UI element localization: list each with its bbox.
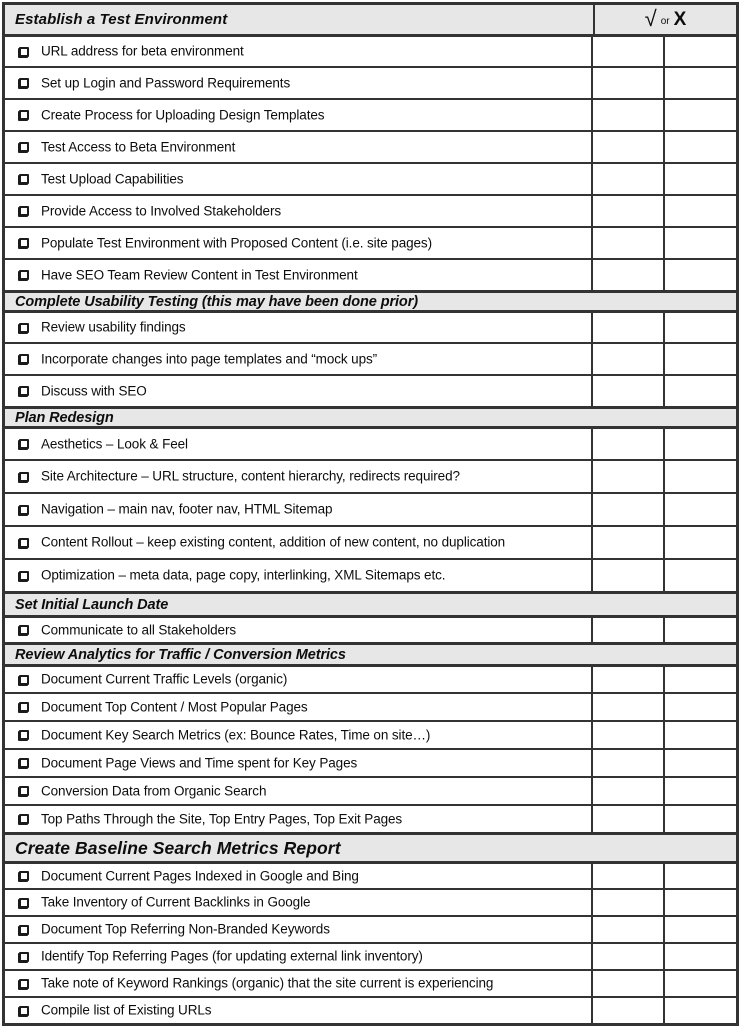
checklist-row: [5, 615, 736, 642]
item-cell: [5, 618, 593, 642]
checklist-row: [5, 34, 736, 66]
x-cell[interactable]: [665, 196, 736, 226]
checkbox-icon[interactable]: [19, 206, 29, 216]
checklist-row: [5, 996, 736, 1023]
check-cell[interactable]: [593, 132, 665, 162]
x-cell[interactable]: [665, 313, 736, 342]
item-label: Take Inventory of Current Backlinks in Google: [41, 894, 311, 910]
item-cell: [5, 376, 593, 406]
x-cell[interactable]: [665, 864, 736, 888]
item-cell: [5, 971, 593, 996]
checklist-row: [5, 804, 736, 832]
checklist-row: [5, 426, 736, 459]
checklist-row: [5, 130, 736, 162]
item-cell: [5, 917, 593, 942]
checkbox-icon[interactable]: [19, 439, 29, 449]
check-cell[interactable]: [593, 722, 665, 748]
item-cell: [5, 228, 593, 258]
checkbox-icon[interactable]: [19, 78, 29, 88]
check-cell[interactable]: [593, 694, 665, 720]
checkbox-icon[interactable]: [19, 505, 29, 515]
item-label: Document Current Traffic Levels (organic): [41, 671, 288, 687]
check-cell[interactable]: [593, 494, 665, 525]
check-cell[interactable]: [593, 917, 665, 942]
check-cell[interactable]: [593, 750, 665, 776]
item-cell: [5, 164, 593, 194]
section-title: Create Baseline Search Metrics Report: [15, 837, 341, 858]
checklist-row: [5, 942, 736, 969]
item-cell: [5, 260, 593, 290]
checkbox-icon[interactable]: [19, 758, 29, 768]
section-header-row: [5, 832, 736, 861]
item-cell: [5, 196, 593, 226]
checkbox-icon[interactable]: [19, 952, 29, 962]
checkbox-icon[interactable]: [19, 538, 29, 548]
item-label: Document Key Search Metrics (ex: Bounce Rates, Time on site…): [41, 727, 431, 742]
checklist-row: [5, 861, 736, 888]
check-cell[interactable]: [593, 618, 665, 642]
check-cell[interactable]: [593, 890, 665, 915]
checkbox-icon[interactable]: [19, 354, 29, 364]
item-label: Create Process for Uploading Design Templates: [41, 107, 325, 122]
checklist-row: [5, 492, 736, 525]
x-cell[interactable]: [665, 344, 736, 374]
check-or-x-header: [593, 5, 736, 34]
checklist-row: [5, 342, 736, 374]
item-cell: [5, 100, 593, 130]
item-cell: [5, 694, 593, 720]
x-cell[interactable]: [665, 750, 736, 776]
x-cell[interactable]: [665, 778, 736, 804]
x-cell[interactable]: [665, 618, 736, 642]
item-label: Document Page Views and Time spent for Key Pages: [41, 755, 358, 770]
checkbox-icon[interactable]: [19, 47, 29, 57]
item-label: Site Architecture – URL structure, content hierarchy, redirects required?: [41, 468, 460, 484]
checkbox-icon[interactable]: [19, 386, 29, 396]
x-cell[interactable]: [665, 376, 736, 406]
section-title: Plan Redesign: [15, 409, 114, 426]
check-cell[interactable]: [593, 228, 665, 258]
section-title: Review Analytics for Traffic / Conversion Metrics: [15, 646, 346, 663]
checklist-row: [5, 310, 736, 342]
check-cell[interactable]: [593, 100, 665, 130]
checkbox-icon[interactable]: [19, 174, 29, 184]
checkbox-icon[interactable]: [19, 238, 29, 248]
x-cell[interactable]: [665, 694, 736, 720]
checklist-row: [5, 720, 736, 748]
x-cell[interactable]: [665, 228, 736, 258]
item-label: Top Paths Through the Site, Top Entry Pages, Top Exit Pages: [41, 811, 403, 826]
item-label: Conversion Data from Organic Search: [41, 783, 267, 798]
item-label: Set up Login and Password Requirements: [41, 75, 291, 90]
checklist-table: [2, 2, 739, 1026]
checklist-row: [5, 888, 736, 915]
item-cell: [5, 132, 593, 162]
x-cell[interactable]: [665, 667, 736, 692]
section-header-row: [5, 642, 736, 664]
item-label: Optimization – meta data, page copy, interlinking, XML Sitemaps etc.: [41, 567, 446, 583]
item-label: Have SEO Team Review Content in Test Environment: [41, 267, 358, 282]
x-cell[interactable]: [665, 890, 736, 915]
item-cell: [5, 461, 593, 492]
check-cell[interactable]: [593, 971, 665, 996]
check-cell[interactable]: [593, 429, 665, 459]
x-cell[interactable]: [665, 722, 736, 748]
check-cell[interactable]: [593, 461, 665, 492]
checkbox-icon[interactable]: [19, 270, 29, 280]
section-header-row: [5, 5, 736, 34]
checklist-row: [5, 374, 736, 406]
or-label: or: [660, 15, 670, 27]
item-cell: [5, 494, 593, 525]
item-label: Communicate to all Stakeholders: [41, 622, 236, 637]
check-cell[interactable]: [593, 944, 665, 969]
check-cell[interactable]: [593, 313, 665, 342]
checklist-row: [5, 915, 736, 942]
x-cell[interactable]: [665, 461, 736, 492]
item-cell: [5, 998, 593, 1023]
item-label: Document Top Content / Most Popular Pages: [41, 699, 308, 714]
check-cell[interactable]: [593, 527, 665, 558]
checklist-row: [5, 692, 736, 720]
checklist-row: [5, 664, 736, 692]
item-label: Test Access to Beta Environment: [41, 139, 236, 154]
checklist-row: [5, 748, 736, 776]
section-title: Set Initial Launch Date: [15, 596, 169, 613]
item-label: Take note of Keyword Rankings (organic) that the site current is experiencing: [41, 975, 494, 991]
item-cell: [5, 944, 593, 969]
x-mark-icon: X: [673, 9, 687, 30]
checkbox-icon[interactable]: [19, 142, 29, 152]
x-cell[interactable]: [665, 917, 736, 942]
item-cell: [5, 890, 593, 915]
item-label: Review usability findings: [41, 319, 186, 335]
checklist-row: [5, 194, 736, 226]
check-cell[interactable]: [593, 998, 665, 1023]
checkbox-icon[interactable]: [19, 730, 29, 740]
check-cell[interactable]: [593, 344, 665, 374]
item-label: Identify Top Referring Pages (for updating external link inventory): [41, 948, 423, 964]
checkbox-icon[interactable]: [19, 323, 29, 333]
x-cell[interactable]: [665, 68, 736, 98]
item-cell: [5, 37, 593, 66]
checkbox-icon[interactable]: [19, 472, 29, 482]
x-cell[interactable]: [665, 37, 736, 66]
x-cell[interactable]: [665, 494, 736, 525]
x-cell[interactable]: [665, 527, 736, 558]
item-label: Navigation – main nav, footer nav, HTML Sitemap: [41, 501, 333, 517]
checkbox-icon[interactable]: [19, 625, 29, 635]
checklist-row: [5, 776, 736, 804]
item-cell: [5, 806, 593, 832]
checkbox-icon[interactable]: [19, 675, 29, 685]
check-cell[interactable]: [593, 778, 665, 804]
item-cell: [5, 778, 593, 804]
checklist-row: [5, 98, 736, 130]
check-cell[interactable]: [593, 864, 665, 888]
checkbox-icon[interactable]: [19, 871, 29, 881]
check-cell[interactable]: [593, 560, 665, 591]
item-label: Populate Test Environment with Proposed Content (i.e. site pages): [41, 235, 432, 250]
item-cell: [5, 722, 593, 748]
checkbox-icon[interactable]: [19, 898, 29, 908]
x-cell[interactable]: [665, 132, 736, 162]
checkmark-icon: √: [644, 5, 657, 31]
x-cell[interactable]: [665, 971, 736, 996]
x-cell[interactable]: [665, 164, 736, 194]
checklist-row: [5, 558, 736, 591]
item-cell: [5, 344, 593, 374]
check-cell[interactable]: [593, 196, 665, 226]
checkbox-icon[interactable]: [19, 702, 29, 712]
item-label: Compile list of Existing URLs: [41, 1002, 212, 1018]
checkbox-icon[interactable]: [19, 571, 29, 581]
item-label: Provide Access to Involved Stakeholders: [41, 203, 281, 218]
item-label: Test Upload Capabilities: [41, 171, 184, 186]
x-cell[interactable]: [665, 998, 736, 1023]
checkbox-icon[interactable]: [19, 979, 29, 989]
checklist-row: [5, 226, 736, 258]
x-cell[interactable]: [665, 944, 736, 969]
x-cell[interactable]: [665, 560, 736, 591]
item-cell: [5, 667, 593, 692]
item-label: URL address for beta environment: [41, 43, 244, 59]
checklist-row: [5, 969, 736, 996]
item-label: Aesthetics – Look & Feel: [41, 436, 188, 451]
check-cell[interactable]: [593, 37, 665, 66]
item-label: Discuss with SEO: [41, 383, 147, 398]
x-cell[interactable]: [665, 260, 736, 290]
checkbox-icon[interactable]: [19, 786, 29, 796]
checklist-row: [5, 66, 736, 98]
checklist-row: [5, 258, 736, 290]
item-cell: [5, 527, 593, 558]
item-cell: [5, 864, 593, 888]
checklist-row: [5, 525, 736, 558]
check-cell[interactable]: [593, 260, 665, 290]
section-title: Establish a Test Environment: [15, 11, 228, 28]
item-cell: [5, 313, 593, 342]
section-title: Complete Usability Testing (this may have been done prior): [15, 293, 418, 310]
item-cell: [5, 429, 593, 459]
checklist-row: [5, 459, 736, 492]
checklist-row: [5, 162, 736, 194]
checkbox-icon[interactable]: [19, 814, 29, 824]
check-cell[interactable]: [593, 68, 665, 98]
section-header-row: [5, 290, 736, 310]
item-label: Content Rollout – keep existing content, addition of new content, no duplication: [41, 534, 506, 550]
x-cell[interactable]: [665, 100, 736, 130]
checkbox-icon[interactable]: [19, 110, 29, 120]
check-cell[interactable]: [593, 376, 665, 406]
check-cell[interactable]: [593, 667, 665, 692]
item-label: Document Current Pages Indexed in Google and Bing: [41, 868, 359, 883]
check-cell[interactable]: [593, 164, 665, 194]
item-cell: [5, 68, 593, 98]
item-label: Document Top Referring Non-Branded Keywords: [41, 921, 330, 937]
checkbox-icon[interactable]: [19, 1006, 29, 1016]
x-cell[interactable]: [665, 806, 736, 832]
item-label: Incorporate changes into page templates and “mock ups”: [41, 351, 378, 366]
check-cell[interactable]: [593, 806, 665, 832]
item-cell: [5, 560, 593, 591]
checkbox-icon[interactable]: [19, 925, 29, 935]
section-header-row: [5, 406, 736, 426]
x-cell[interactable]: [665, 429, 736, 459]
item-cell: [5, 750, 593, 776]
section-header-row: [5, 591, 736, 615]
